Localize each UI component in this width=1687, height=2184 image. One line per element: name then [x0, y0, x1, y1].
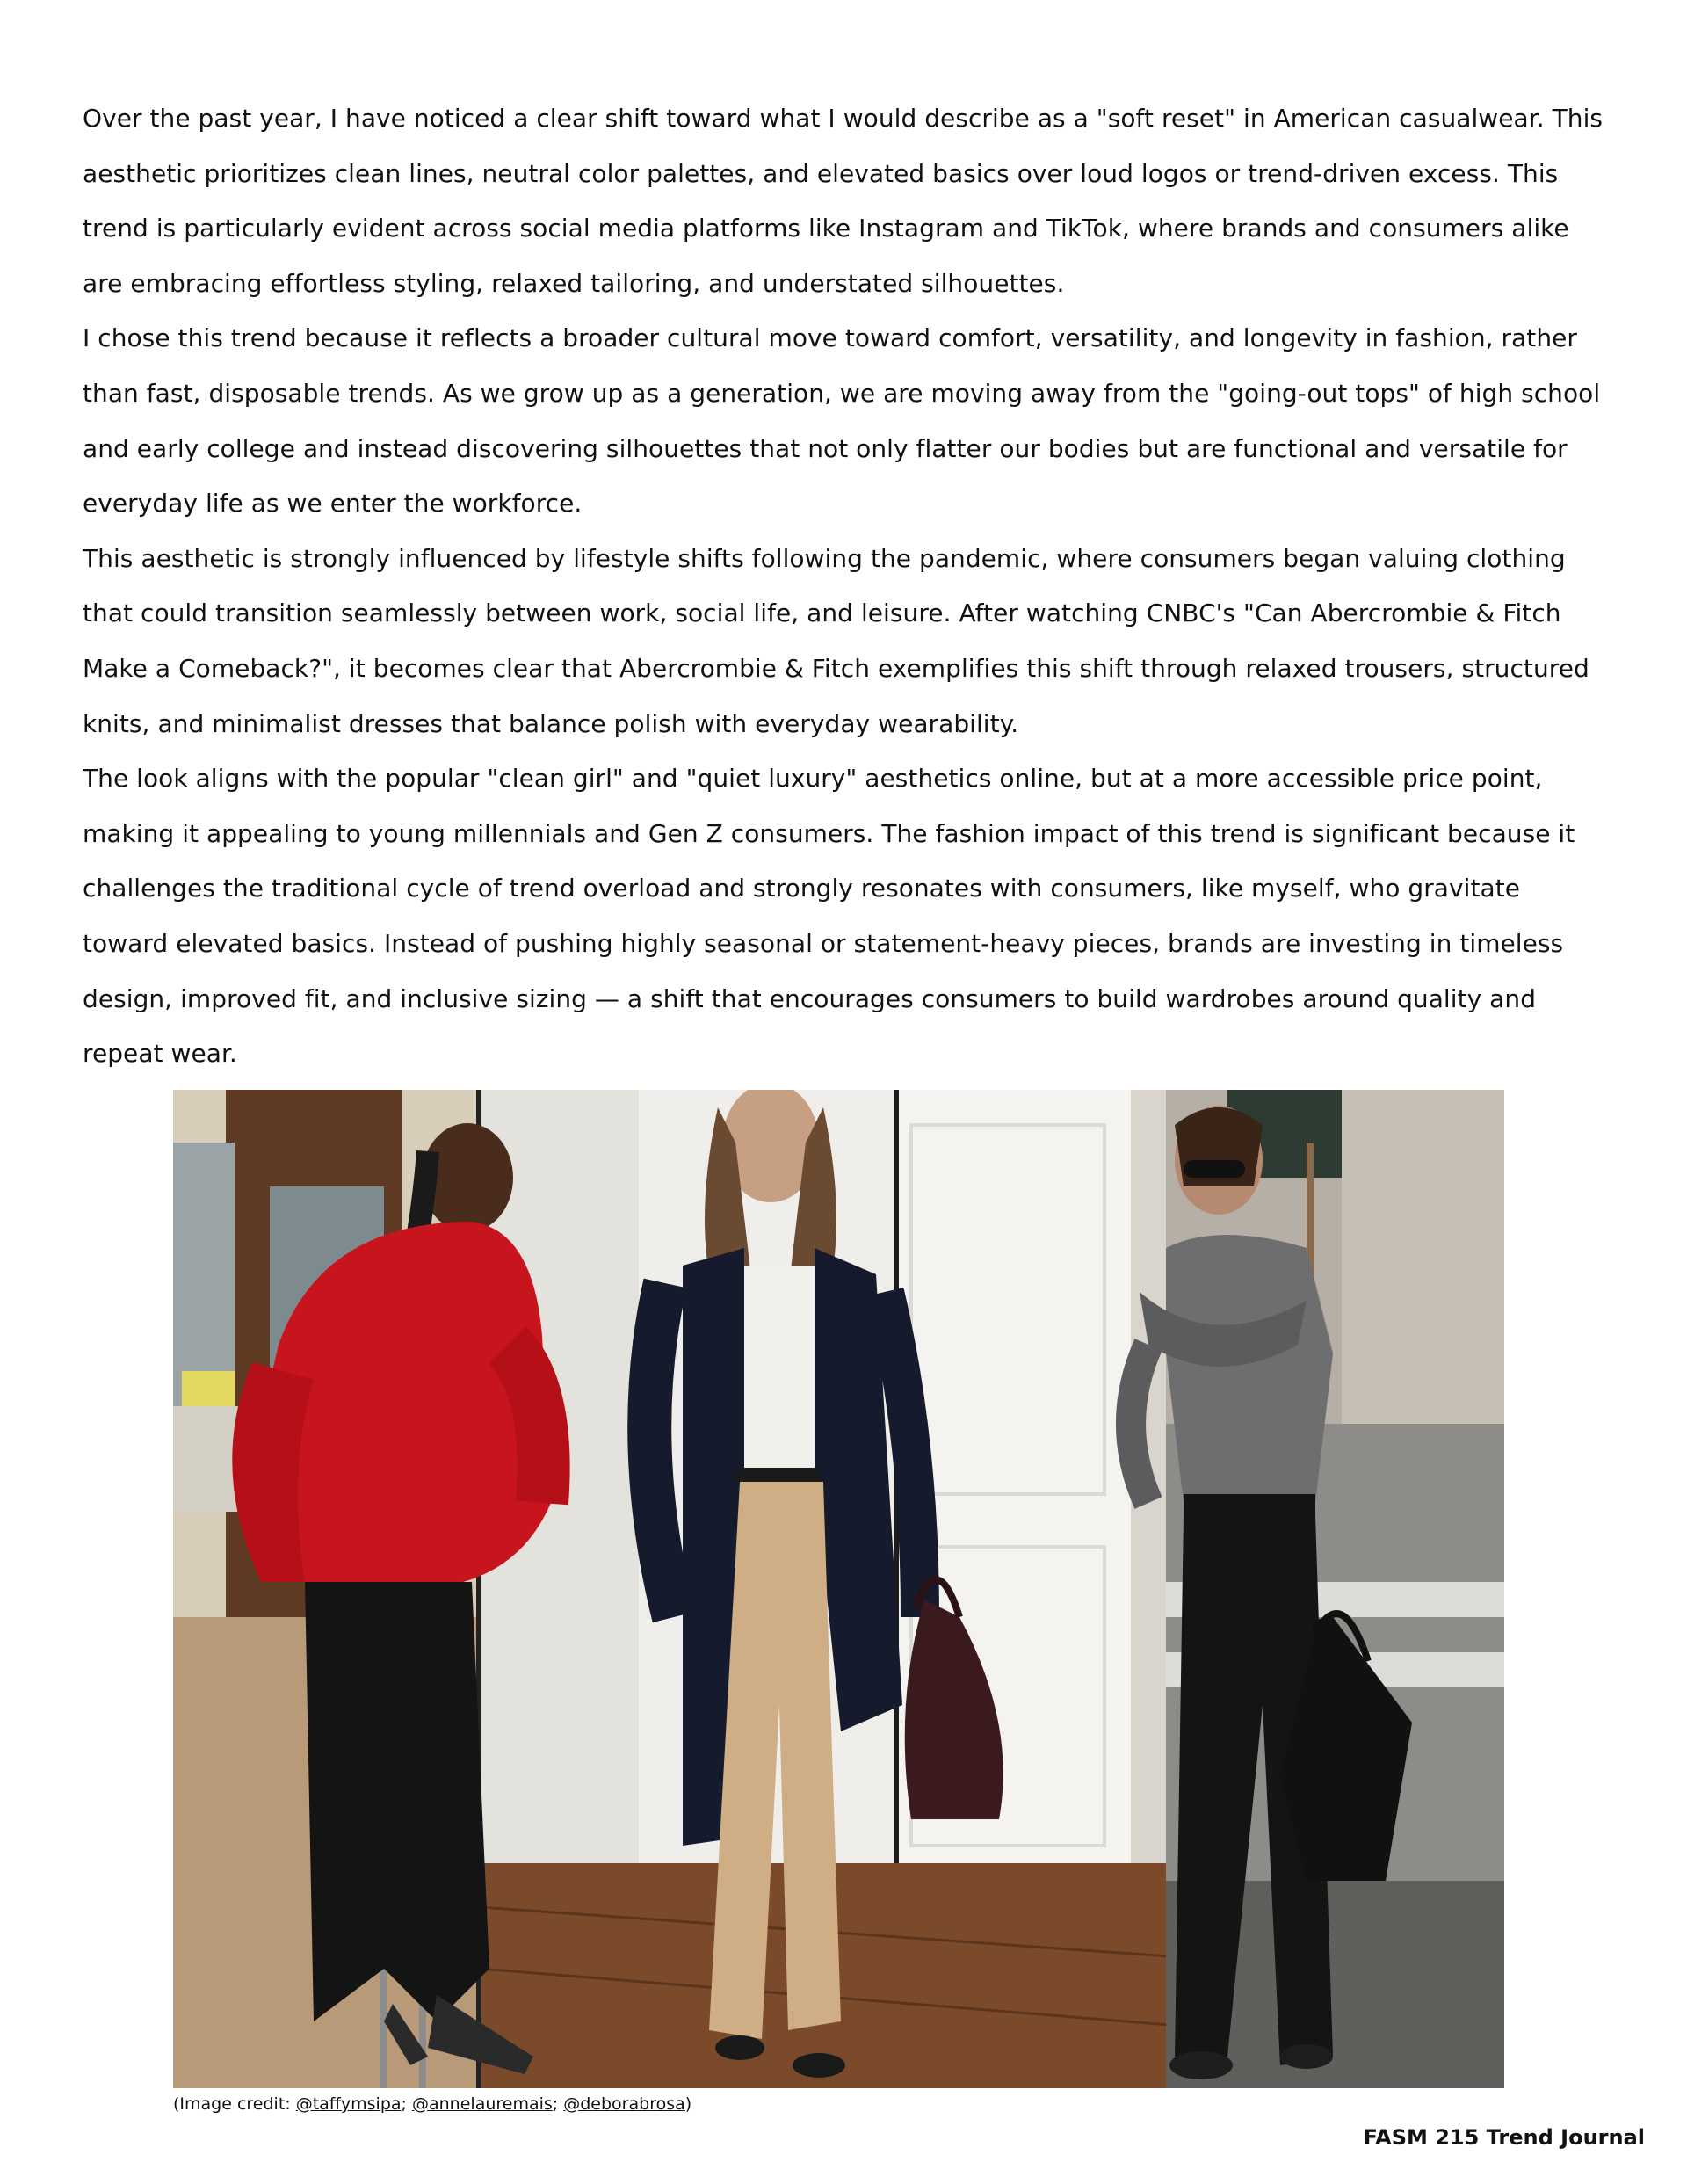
image-credit-caption — [173, 2094, 691, 2114]
caption-prefix: (Image credit: — [173, 2094, 296, 2114]
trend-photo — [173, 1090, 1504, 2088]
paragraph: This aesthetic is strongly influenced by lifestyle shifts following the pandemic, where consumers began valuing clothing that could transition seamlessly between work, social life, and leisure. After watching CNBC's "Can Abercrombie & Fitch Make a Comeback?", it becomes clear that Abercrombie & Fitch exemplifies this shift through relaxed trousers, structured knits, and minimalist dresses that balance polish with everyday wearability. — [83, 543, 1589, 738]
article-body — [83, 91, 1611, 1082]
journal-footer-label: FASM 215 Trend Journal — [1363, 2125, 1645, 2150]
caption-separator: ; — [401, 2094, 412, 2114]
credit-link-annelauremais[interactable]: @annelauremais — [412, 2094, 553, 2114]
paragraph: The look aligns with the popular "clean girl" and "quiet luxury" aesthetics online, but at a more accessible price point, making it appealing to young millennials and Gen Z consumers. The fashion impact of this trend is significant because it challenges the traditional cycle of trend overload and strongly resonates with consumers, like myself, who gravitate toward elevated basics. Instead of pushing highly seasonal or statement-heavy pieces, brands are investing in timeless design, improved fit, and inclusive sizing — a shift that encourages consumers to build wardrobes around quality and repeat wear. — [83, 764, 1575, 1069]
paragraph: Over the past year, I have noticed a clear shift toward what I would describe as a "soft reset" in American casualwear. This aesthetic prioritizes clean lines, neutral color palettes, and elevated basics over loud logos or trend-driven excess. This trend is particularly evident across social media platforms like Instagram and TikTok, where brands and consumers alike are embracing effortless styling, relaxed tailoring, and understated silhouettes. — [83, 104, 1604, 298]
credit-link-deborabrosa[interactable]: @deborabrosa — [563, 2094, 685, 2114]
caption-suffix: ) — [684, 2094, 692, 2114]
credit-link-taffymsipa[interactable]: @taffymsipa — [295, 2094, 402, 2114]
caption-separator: ; — [552, 2094, 564, 2114]
paragraph: I chose this trend because it reflects a broader cultural move toward comfort, versatility, and longevity in fashion, rather than fast, disposable trends. As we grow up as a generation, we are moving away from the "going-out tops" of high school and early college and instead discovering silhouettes that not only flatter our bodies but are functional and versatile for everyday life as we enter the workforce. — [83, 323, 1601, 519]
